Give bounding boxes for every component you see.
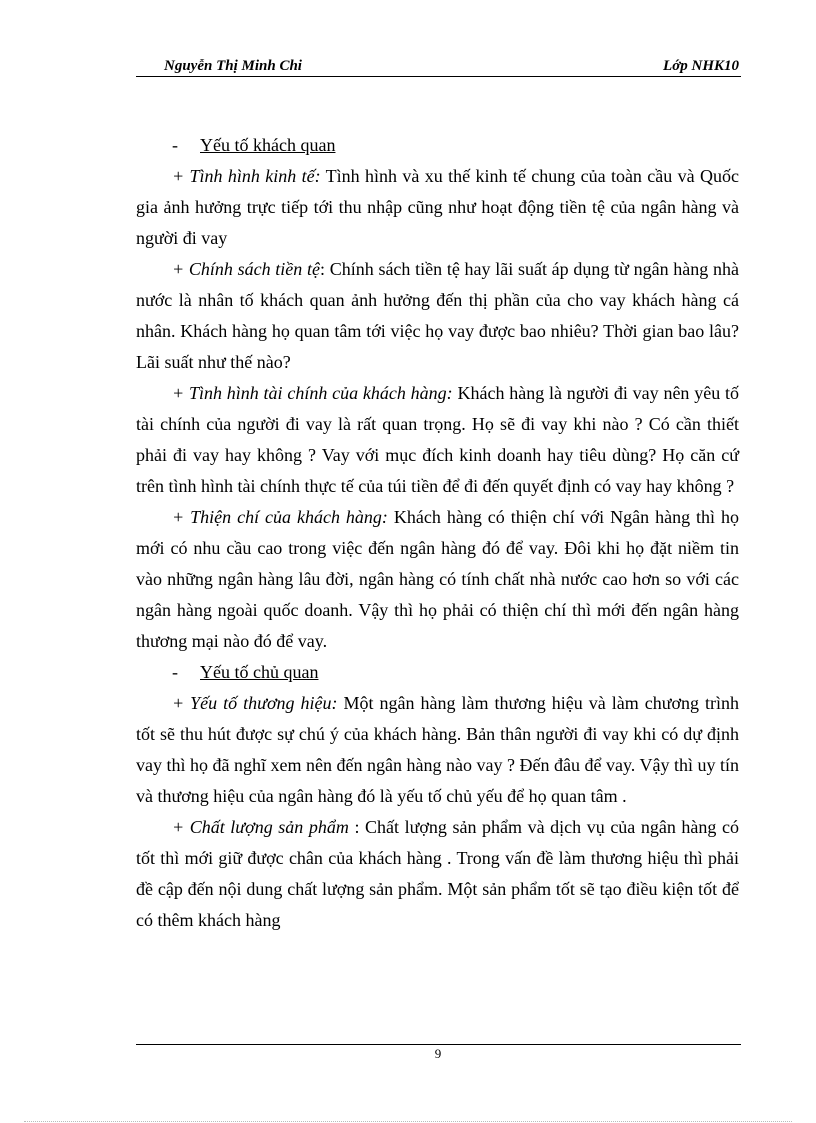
paragraph-text: : Chất lượng sản phẩm và dịch vụ của ngân hàng có tốt thì mới giữ được chân của khách hàng . Trong vấn đề làm thương hiệu thì phải đề cập đến nội dung chất lượng sản phẩm. Một sản phẩm tốt sẽ tạo điều kiện tốt để có thêm khách hàng bbox=[136, 817, 739, 930]
paragraph-brand bbox=[136, 688, 739, 812]
bullet-dash: - bbox=[172, 662, 178, 682]
paragraph-label: + Yếu tố thương hiệu: bbox=[172, 693, 338, 713]
paragraph-label: + Tình hình tài chính của khách hàng: bbox=[172, 383, 453, 403]
page-number: 9 bbox=[434, 1046, 442, 1061]
paragraph-label: + Tình hình kinh tế: bbox=[172, 166, 321, 186]
paragraph-customer-goodwill bbox=[136, 502, 739, 657]
header-author: Nguyễn Thị Minh Chi bbox=[164, 58, 302, 74]
section-title: Yếu tố khách quan bbox=[200, 135, 336, 155]
paragraph-label: + Chất lượng sản phẩm bbox=[172, 817, 349, 837]
paragraph-economy bbox=[136, 161, 739, 254]
paragraph-text: Tình hình và xu thế kinh tế chung của toàn cầu và Quốc gia ảnh hưởng trực tiếp tới thu nhập cũng như hoạt động tiền tệ của ngân hàng và người đi vay bbox=[136, 166, 739, 248]
section-title: Yếu tố chủ quan bbox=[200, 662, 319, 682]
paragraph-customer-finance bbox=[136, 378, 739, 502]
header-class: Lớp NHK10 bbox=[663, 58, 739, 74]
footer-divider bbox=[136, 1044, 741, 1045]
paragraph-text: Khách hàng có thiện chí với Ngân hàng thì họ mới có nhu cầu cao trong việc đến ngân hàng đó để vay. Đôi khi họ đặt niềm tin vào những ngân hàng lâu đời, ngân hàng có tính chất nhà nước cao hơn so với các ngân hàng ngoài quốc doanh. Vậy thì họ phải có thiện chí thì mới đến ngân hàng thương mại nào đó để vay. bbox=[136, 507, 739, 651]
page-header bbox=[136, 56, 741, 77]
paragraph-text: : Chính sách tiền tệ hay lãi suất áp dụng từ ngân hàng nhà nước là nhân tố khách quan ảnh hưởng đến thị phần của cho vay khách hàng cá nhân. Khách hàng họ quan tâm tới việc họ vay được bao nhiêu? Thời gian bao lâu? Lãi suất như thế nào? bbox=[136, 259, 739, 372]
paragraph-monetary-policy bbox=[136, 254, 739, 378]
paragraph-text: Khách hàng là người đi vay nên yêu tố tài chính của người đi vay là rất quan trọng. Họ sẽ đi vay khi nào ? Có cần thiết phải đi vay hay không ? Vay với mục đích kinh doanh hay tiêu dùng? Họ căn cứ trên tình hình tài chính thực tế của túi tiền để đi đến quyết định có vay hay không ? bbox=[136, 383, 740, 496]
section-heading-subjective bbox=[136, 657, 739, 688]
bullet-dash: - bbox=[172, 135, 178, 155]
paragraph-label: + Thiện chí của khách hàng: bbox=[172, 507, 388, 527]
paragraph-text: Một ngân hàng làm thương hiệu và làm chương trình tốt sẽ thu hút được sự chú ý của khách hàng. Bản thân người đi vay khi có dự định vay thì họ đã nghĩ xem nên đến ngân hàng nào vay ? Đến đâu để vay. Vậy thì uy tín và thương hiệu của ngân hàng đó là yếu tố chủ yếu để họ quan tâm . bbox=[136, 693, 739, 806]
page-edge-divider bbox=[24, 1121, 792, 1122]
paragraph-product-quality bbox=[136, 812, 739, 936]
document-body bbox=[136, 130, 739, 936]
paragraph-label: + Chính sách tiền tệ bbox=[172, 259, 320, 279]
section-heading-objective bbox=[136, 130, 739, 161]
